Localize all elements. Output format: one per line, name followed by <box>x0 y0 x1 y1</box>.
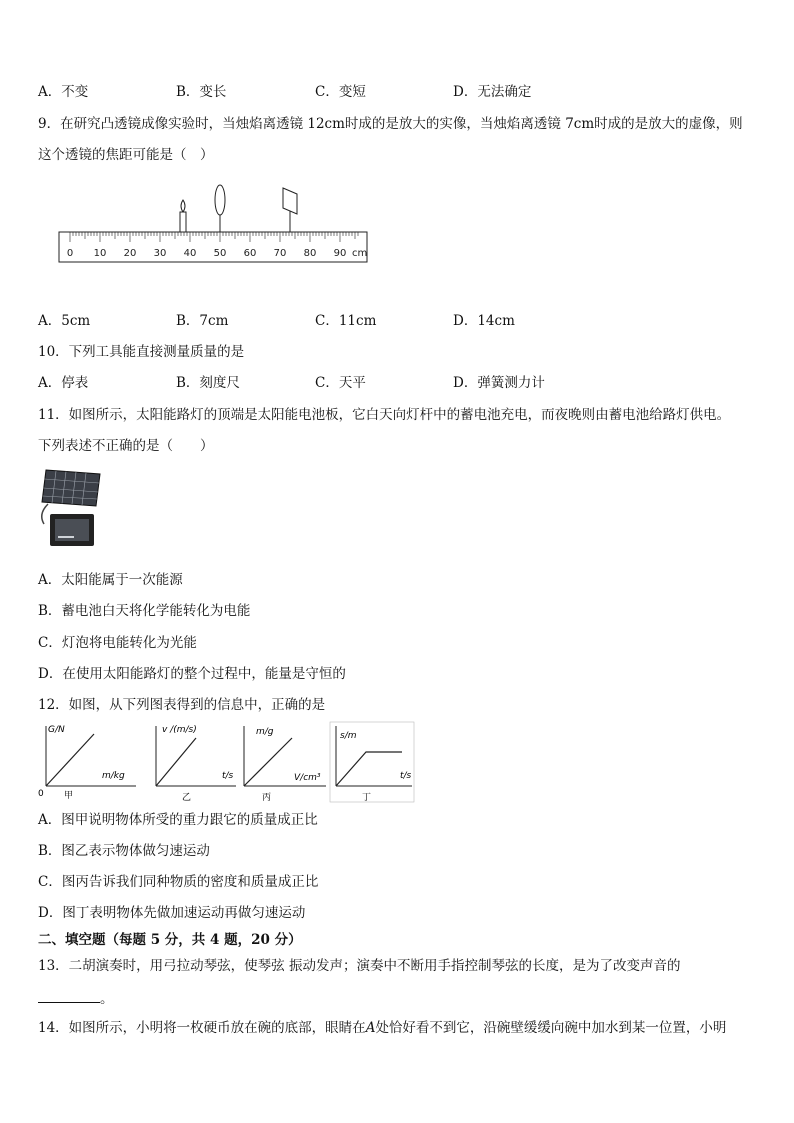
q11-text-line1: 11．如图所示，太阳能路灯的顶端是太阳能电池板，它白天向灯杆中的蓄电池充电，而夜晚则由蓄电池给路灯供电。 <box>38 407 731 423</box>
ruler-unit: cm <box>352 248 368 259</box>
screen-icon <box>283 188 297 232</box>
q11-option-a: A．太阳能属于一次能源 <box>38 572 183 588</box>
graph-yi <box>156 725 236 803</box>
graph-bing-ylabel: m/g <box>256 727 274 737</box>
q9-option-b: B．7cm <box>176 313 229 329</box>
ruler-label: 60 <box>243 248 257 259</box>
solar-panel-icon <box>42 470 100 506</box>
q14-point: A <box>365 1020 376 1036</box>
q12-option-d: D．图丁表明物体先做加速运动再做匀速运动 <box>38 905 306 921</box>
graph-ding-name: 丁 <box>362 793 372 803</box>
q13-blank[interactable] <box>38 988 100 1003</box>
q13-answer-line <box>38 988 114 1009</box>
q12-option-c: C．图丙告诉我们同种物质的密度和质量成正比 <box>38 874 319 890</box>
graph-ding-ylabel: s/m <box>340 731 357 741</box>
optical-bench-figure <box>56 180 376 268</box>
q12-option-a: A．图甲说明物体所受的重力跟它的质量成正比 <box>38 812 318 828</box>
lamp-icon <box>50 514 94 546</box>
q11-option-c: C．灯泡将电能转化为光能 <box>38 635 197 651</box>
q12-graphs-figure <box>36 720 416 804</box>
solar-street-light-image <box>36 466 106 552</box>
q9-option-a: A．5cm <box>38 313 91 329</box>
q11-option-b: B．蓄电池白天将化学能转化为电能 <box>38 603 251 619</box>
q14-text-after: 处恰好看不到它，沿碗壁缓缓向碗中加水到某一位置，小明 <box>375 1020 727 1036</box>
graph-jia <box>38 725 136 801</box>
ruler-label: 40 <box>183 248 197 259</box>
graph-jia-ylabel: G/N <box>48 725 65 735</box>
graph-jia-xlabel: m/kg <box>102 771 125 781</box>
q10-text: 10．下列工具能直接测量质量的是 <box>38 344 245 360</box>
q14-text-before: 14．如图所示，小明将一枚硬币放在碗的底部，眼睛在 <box>38 1020 366 1036</box>
q11-text-line2: 下列表述不正确的是（ ） <box>38 438 214 454</box>
ruler-label: 0 <box>66 248 74 259</box>
graph-bing <box>244 726 326 803</box>
q9-option-d: D．14cm <box>453 313 515 329</box>
graph-jia-origin: 0 <box>38 789 44 799</box>
candle-icon <box>180 200 186 232</box>
graph-ding <box>330 722 414 803</box>
q9-option-c: C．11cm <box>315 313 377 329</box>
graph-yi-xlabel: t/s <box>222 771 234 781</box>
q14-text <box>38 1018 726 1038</box>
q9-text-line2: 这个透镜的焦距可能是（ ） <box>38 147 214 163</box>
ruler-label: 30 <box>153 248 167 259</box>
convex-lens-icon <box>215 185 225 232</box>
q8-option-d: D．无法确定 <box>453 84 532 100</box>
ruler-label: 90 <box>333 248 347 259</box>
section-heading: 二、填空题（每题 5 分，共 4 题，20 分） <box>38 932 302 948</box>
graph-bing-name: 丙 <box>262 793 272 803</box>
q13-tail: 。 <box>100 991 114 1007</box>
graph-yi-ylabel: v /(m/s) <box>162 725 197 735</box>
q9-text-line1: 9．在研究凸透镜成像实验时，当烛焰离透镜 12cm时成的是放大的实像，当烛焰离透镜 7cm时成的是放大的虚像，则 <box>38 116 743 132</box>
graph-bing-xlabel: V/cm³ <box>294 773 321 783</box>
q11-option-d: D．在使用太阳能路灯的整个过程中，能量是守恒的 <box>38 666 346 682</box>
q10-option-a: A．停表 <box>38 375 89 391</box>
ruler-label: 10 <box>93 248 107 259</box>
q8-option-c: C．变短 <box>315 84 366 100</box>
ruler-label: 70 <box>273 248 287 259</box>
q8-option-b: B．变长 <box>176 84 227 100</box>
q10-option-c: C．天平 <box>315 375 366 391</box>
q12-option-b: B．图乙表示物体做匀速运动 <box>38 843 210 859</box>
graph-jia-name: 甲 <box>64 791 74 801</box>
ruler-label: 50 <box>213 248 227 259</box>
graph-ding-xlabel: t/s <box>400 771 412 781</box>
graph-yi-name: 乙 <box>182 793 192 803</box>
q8-option-a: A．不变 <box>38 84 89 100</box>
q12-text: 12．如图，从下列图表得到的信息中，正确的是 <box>38 697 326 713</box>
q10-option-d: D．弹簧测力计 <box>453 375 545 391</box>
q13-text: 13．二胡演奏时，用弓拉动琴弦，使琴弦 振动发声；演奏中不断用手指控制琴弦的长度，是为了改变声音的 <box>38 958 681 974</box>
ruler-label: 80 <box>303 248 317 259</box>
q10-option-b: B．刻度尺 <box>176 375 240 391</box>
ruler-label: 20 <box>123 248 137 259</box>
